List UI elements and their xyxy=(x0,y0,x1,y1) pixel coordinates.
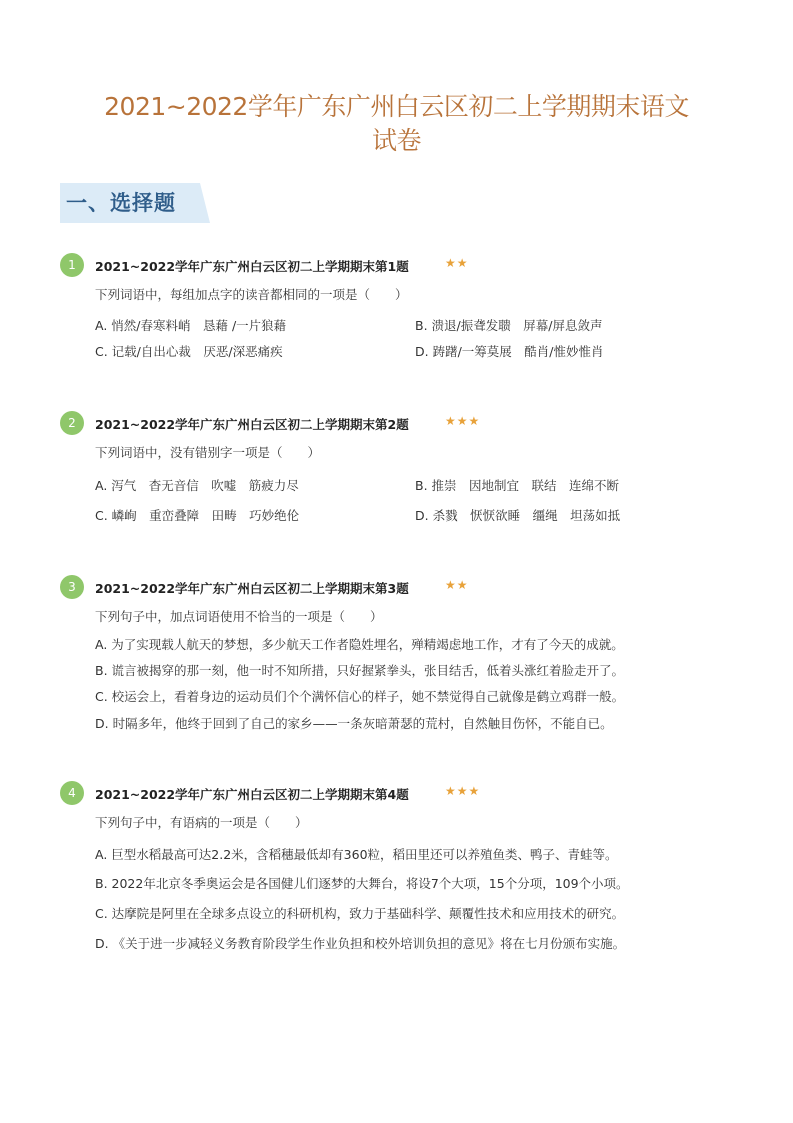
option-a: A. 悄然/春寒料峭 恳藉 /一片狼藉 xyxy=(95,318,287,333)
question-4 xyxy=(60,781,760,961)
question-heading: 2021~2022学年广东广州白云区初二上学期期末第1题 xyxy=(95,259,409,274)
question-1 xyxy=(60,253,760,363)
section-header xyxy=(60,183,210,223)
option-d: D. 踌躇/一筹莫展 酷肖/惟妙惟肖 xyxy=(415,344,604,359)
option-a: A. 为了实现载人航天的梦想，多少航天工作者隐姓埋名，殚精竭虑地工作，才有了今天的成就。 xyxy=(95,637,624,652)
question-2 xyxy=(60,411,760,526)
page-title-line2: 试卷 xyxy=(371,126,421,155)
question-number-badge: 1 xyxy=(60,253,84,277)
difficulty-stars: ★★ xyxy=(445,578,469,592)
option-d: D. 杀戮 恹恹欲睡 缰绳 坦荡如抵 xyxy=(415,508,621,523)
question-number-badge: 2 xyxy=(60,411,84,435)
option-c: C. 记载/自出心裁 厌恶/深恶痛疾 xyxy=(95,344,283,359)
option-c: C. 嶙峋 重峦叠障 田畴 巧妙绝伦 xyxy=(95,508,300,523)
page-title-line1: 2021~2022学年广东广州白云区初二上学期期末语文 xyxy=(104,92,689,121)
question-heading: 2021~2022学年广东广州白云区初二上学期期末第4题 xyxy=(95,787,409,802)
section-label: 一、选择题 xyxy=(66,191,176,215)
option-b: B. 谎言被揭穿的那一刻，他一时不知所措，只好握紧拳头，张目结舌，低着头涨红着脸走开了。 xyxy=(95,663,625,678)
difficulty-stars: ★★★ xyxy=(445,784,481,798)
question-stem: 下列句子中，有语病的一项是（ ） xyxy=(95,815,308,830)
option-d: D. 《关于进一步减轻义务教育阶段学生作业负担和校外培训负担的意见》将在七月份颁布实施。 xyxy=(95,936,626,951)
option-c: C. 达摩院是阿里在全球多点设立的科研机构，致力于基础科学、颠覆性技术和应用技术的研究。 xyxy=(95,906,625,921)
difficulty-stars: ★★ xyxy=(445,256,469,270)
question-stem: 下列词语中，每组加点字的读音都相同的一项是（ ） xyxy=(95,287,408,302)
difficulty-stars: ★★★ xyxy=(445,414,481,428)
option-a: A. 巨型水稻最高可达2.2米，含稻穗最低却有360粒，稻田里还可以养殖鱼类、鸭子、青蛙等。 xyxy=(95,847,618,862)
question-heading: 2021~2022学年广东广州白云区初二上学期期末第2题 xyxy=(95,417,409,432)
option-c: C. 校运会上，看着身边的运动员们个个满怀信心的样子，她不禁觉得自己就像是鹤立鸡群一般。 xyxy=(95,689,625,704)
option-b: B. 推崇 因地制宜 联结 连绵不断 xyxy=(415,478,620,493)
page-title xyxy=(40,90,753,158)
question-heading: 2021~2022学年广东广州白云区初二上学期期末第3题 xyxy=(95,581,409,596)
option-b: B. 2022年北京冬季奥运会是各国健儿们逐梦的大舞台，将设7个大项，15个分项，109个小项。 xyxy=(95,876,629,891)
question-number-badge: 3 xyxy=(60,575,84,599)
option-b: B. 溃退/振聋发聩 屏幕/屏息敛声 xyxy=(415,318,603,333)
option-a: A. 泻气 杳无音信 吹嘘 筋疲力尽 xyxy=(95,478,299,493)
question-number-badge: 4 xyxy=(60,781,84,805)
question-stem: 下列句子中，加点词语使用不恰当的一项是（ ） xyxy=(95,609,383,624)
option-d: D. 时隔多年，他终于回到了自己的家乡——一条灰暗萧瑟的荒村，自然触目伤怀，不能自已。 xyxy=(95,716,613,731)
question-stem: 下列词语中，没有错别字一项是（ ） xyxy=(95,445,321,460)
question-3 xyxy=(60,575,760,740)
